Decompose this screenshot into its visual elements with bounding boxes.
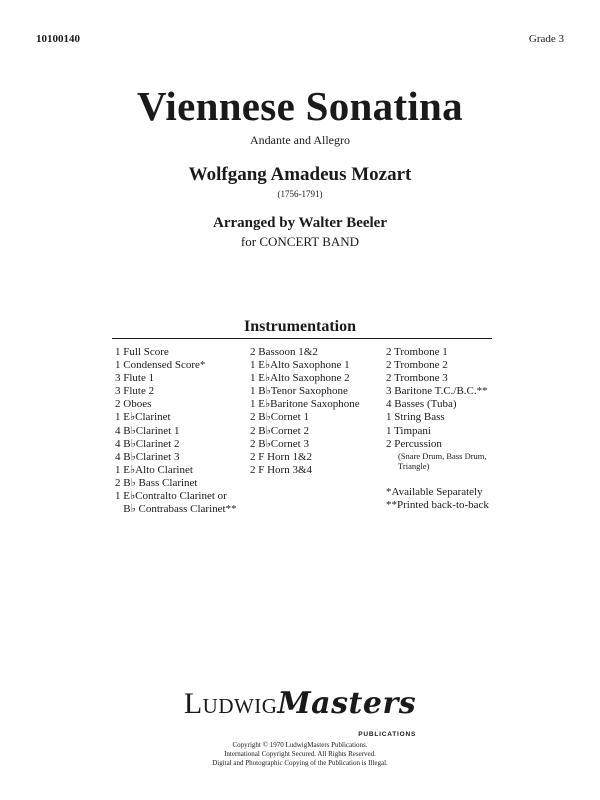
piece-subtitle: Andante and Allegro	[250, 133, 350, 147]
percussion-detail: Triangle)	[398, 461, 430, 472]
instrument-item: 1 Timpani	[386, 424, 431, 437]
instrument-item: 1 E♭Alto Clarinet	[115, 463, 193, 476]
instrument-item: 4 B♭Clarinet 1	[115, 424, 180, 437]
ensemble-type: for CONCERT BAND	[240, 234, 360, 249]
instrument-item: 3 Flute 2	[115, 385, 155, 398]
instrumentation-column-1	[115, 346, 237, 516]
copyright-line: Digital and Photographic Copying of the Publication is Illegal.	[212, 759, 388, 767]
instrumentation-heading: Instrumentation	[243, 318, 356, 335]
instrument-item: 2 Trombone 3	[386, 372, 448, 385]
instrument-item: 1 Full Score	[115, 346, 169, 358]
instrument-item: 3 Baritone T.C./B.C.**	[386, 385, 488, 398]
instrument-item: 2 B♭Cornet 3	[250, 437, 309, 450]
instrumentation-notes	[386, 486, 489, 512]
instrument-item: 2 Trombone 2	[386, 359, 448, 372]
arranger-credit: Arranged by Walter Beeler	[213, 215, 387, 231]
instrumentation-rule	[112, 338, 492, 339]
note-available-separately: *Available Separately	[386, 486, 483, 498]
instrument-item: 2 Bassoon 1&2	[250, 346, 318, 358]
copyright-notice	[0, 741, 600, 768]
instrument-item: 2 Trombone 1	[386, 346, 448, 358]
instrument-item: 1 E♭Alto Saxophone 1	[250, 359, 350, 372]
instrument-item: 1 String Bass	[386, 411, 445, 424]
instrument-item: 2 B♭Cornet 2	[250, 424, 309, 437]
instrument-item: 2 B♭Cornet 1	[250, 411, 309, 424]
instrument-item: 1 B♭Tenor Saxophone	[250, 385, 348, 398]
piece-title: Viennese Sonatina	[137, 83, 463, 129]
instrument-item: 1 E♭Baritone Saxophone	[250, 398, 360, 411]
instrument-item: 4 B♭Clarinet 3	[115, 450, 180, 463]
publisher-logo	[0, 686, 600, 738]
logo-ludwig: Ludwig	[183, 687, 278, 720]
instrument-item: 1 E♭Alto Saxophone 2	[250, 372, 350, 385]
instrument-item: 2 Percussion	[386, 437, 442, 450]
logo-wordmark	[183, 686, 417, 738]
logo-tagline: PUBLICATIONS	[358, 731, 417, 738]
catalog-number: 10100140	[36, 33, 80, 45]
instrumentation-column-2	[250, 346, 360, 477]
instrumentation-column-3	[386, 346, 488, 472]
copyright-line: Copyright © 1970 LudwigMasters Publications.	[232, 741, 368, 749]
instrument-item: 4 B♭Clarinet 2	[115, 437, 180, 450]
copyright-line: International Copyright Secured. All Rights Reserved.	[224, 750, 376, 758]
instrument-item: 1 E♭Clarinet	[115, 411, 171, 424]
note-printed-back-to-back: **Printed back-to-back	[386, 499, 489, 512]
instrument-item: 2 F Horn 1&2	[250, 450, 313, 463]
instrument-item: 4 Basses (Tuba)	[386, 398, 457, 411]
grade-level: Grade 3	[528, 33, 564, 45]
instrument-item: 3 Flute 1	[115, 372, 155, 385]
instrument-item: B♭ Contrabass Clarinet**	[115, 503, 237, 516]
instrument-item: 1 Condensed Score*	[115, 359, 206, 372]
composer-dates: (1756-1791)	[277, 189, 323, 199]
composer-name: Wolfgang Amadeus Mozart	[188, 164, 412, 185]
instrument-item: 2 B♭ Bass Clarinet	[115, 476, 198, 489]
logo-masters: Masters	[277, 686, 417, 721]
instrument-item: 1 E♭Contralto Clarinet or	[115, 490, 227, 503]
instrument-item: 2 Oboes	[115, 398, 152, 411]
percussion-detail: (Snare Drum, Bass Drum,	[398, 450, 487, 461]
instrument-item: 2 F Horn 3&4	[250, 463, 313, 476]
